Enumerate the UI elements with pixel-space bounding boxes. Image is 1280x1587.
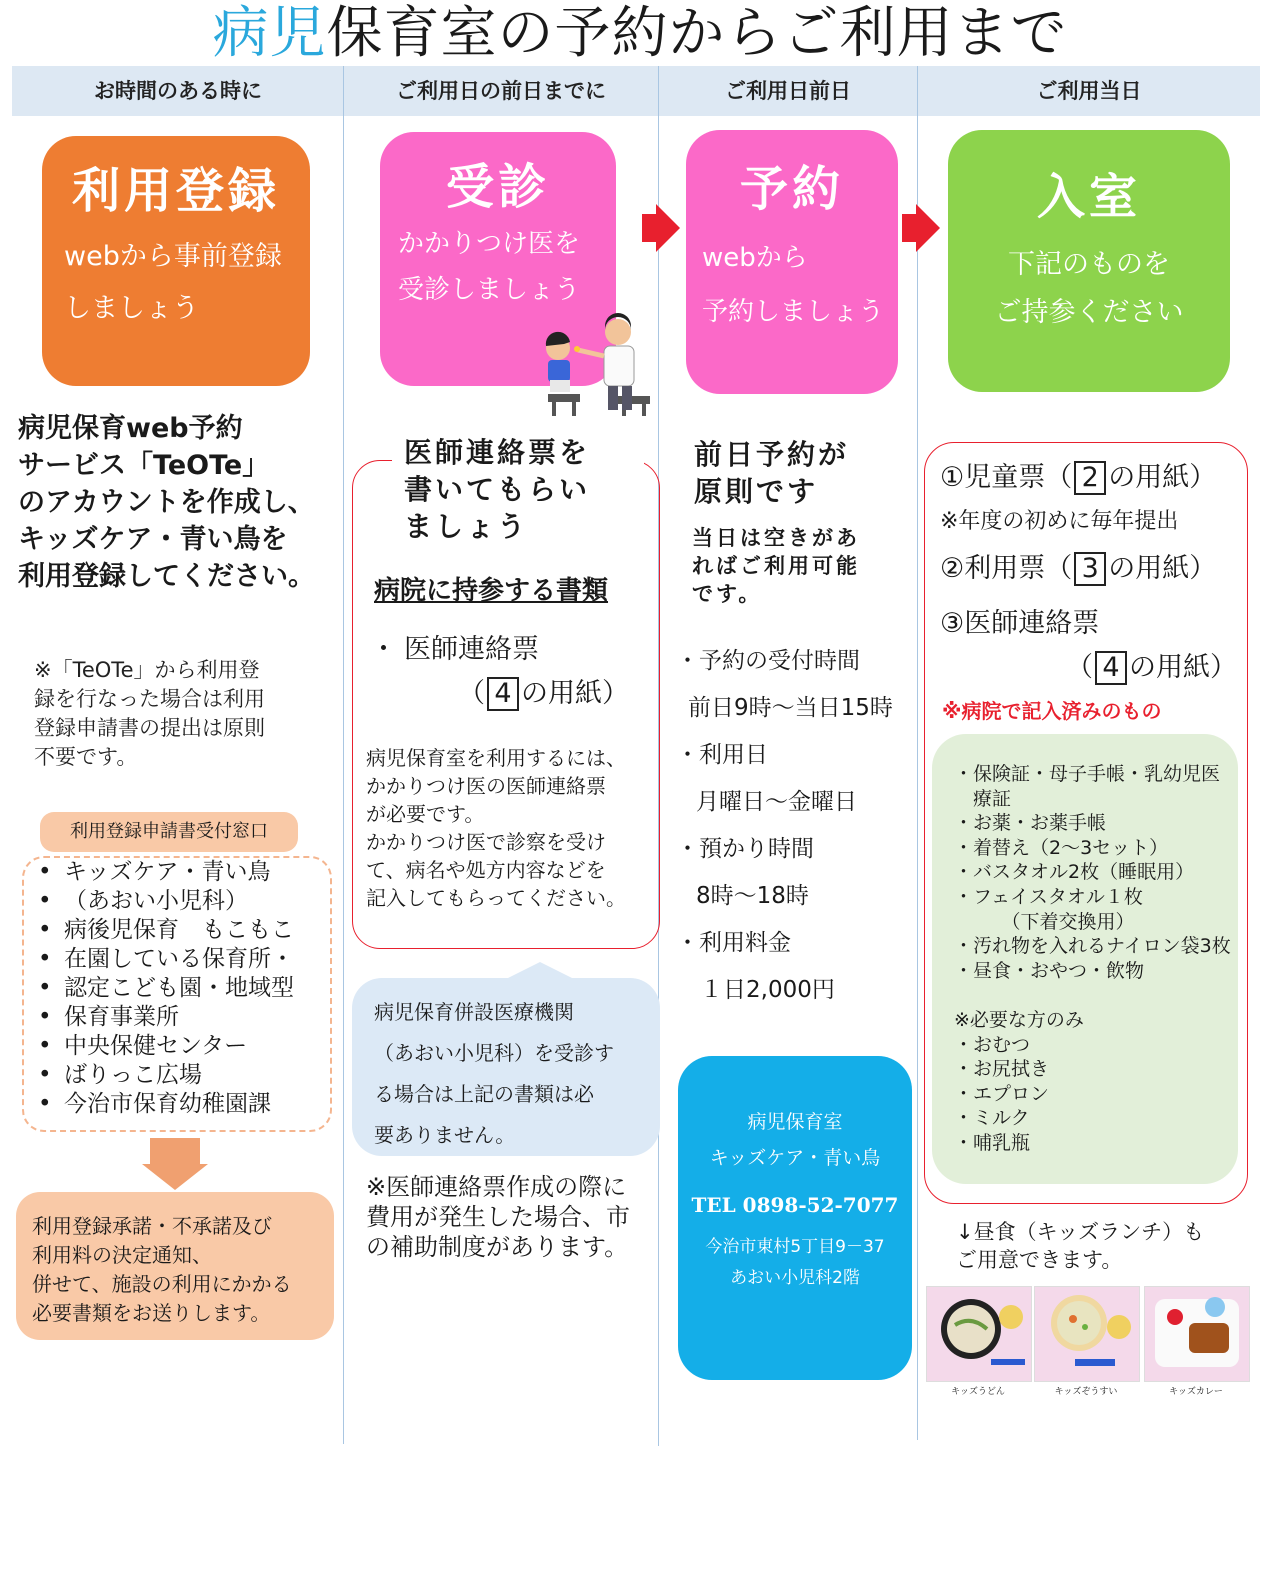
step-entry-sub-line: ご持参ください — [994, 297, 1184, 328]
window-item: • 病後児保育 もこもこ — [34, 916, 334, 945]
belongings-box — [932, 734, 1238, 1184]
step-registration-box — [42, 136, 310, 386]
result-line: 利用登録承諾・不承諾及び — [32, 1214, 272, 1238]
window-item-cont: • 保育事業所 — [34, 1003, 334, 1032]
step-visit-sub-line: 受診しましょう — [398, 275, 581, 305]
step-reservation-sub-line: 予約しましょう — [702, 297, 885, 327]
explain-line: て、病名や処方内容などを — [366, 858, 606, 882]
doc-item: （ 4 の用紙） — [1066, 652, 1237, 683]
food-photo-udon — [926, 1286, 1032, 1382]
note-line: ※「TeOTe」から利用登 — [34, 658, 260, 682]
belonging-item: ・保険証・母子手帳・乳幼児医 — [954, 763, 1221, 785]
doctor-form-explanation — [366, 744, 656, 912]
window-item: • 今治市保育幼稚園課 — [34, 1090, 334, 1119]
entry-documents — [940, 458, 1240, 688]
attached-clinic-box — [352, 978, 660, 1156]
down-arrow-stem — [150, 1138, 200, 1166]
application-window-list — [34, 858, 334, 1119]
step-registration-heading: 利用登録 — [71, 163, 280, 219]
doc-note: ※年度の初めに毎年提出 — [940, 509, 1179, 534]
step-registration-sub-line: しましょう — [64, 293, 199, 324]
step-visit-sub-line: かかりつけ医を — [398, 229, 581, 259]
arrow-stem — [902, 214, 916, 242]
instruction-line: のアカウントを作成し、 — [18, 487, 315, 518]
step-reservation-box — [686, 130, 898, 394]
note-line: 録を行なった場合は利用 — [34, 687, 265, 711]
attached-line: 病児保育併設医療機関 — [374, 1000, 574, 1024]
explain-line: が必要です。 — [366, 802, 485, 826]
doc-item: ②利用票（ 3 の用紙） — [940, 553, 1217, 584]
instruction-line: サービス「TeOTe」 — [18, 450, 270, 481]
food-label: キッズうどん — [951, 1387, 1005, 1397]
bring-item: ・ 医師連絡票 — [370, 634, 539, 665]
contact-phone: TEL 0898-52-7077 — [691, 1193, 899, 1217]
application-window-label: 利用登録申請書受付窓口 — [40, 812, 298, 852]
step-entry-sub-line: 下記のものを — [1008, 249, 1170, 280]
food-label: キッズぞうすい — [1054, 1387, 1118, 1397]
belonging-item: ・着替え（2～3セット） — [954, 836, 1169, 859]
doctor-form-title — [392, 434, 644, 545]
info-label: ・預かり時間 — [676, 836, 814, 862]
belonging-item: ※必要な方のみ — [954, 1008, 1084, 1031]
window-item: • キッズケア・青い鳥 — [34, 858, 334, 887]
result-line: 利用料の決定通知、 — [32, 1243, 212, 1267]
sameday-line: 当日は空きがあ — [692, 526, 860, 550]
step-reservation-sub-line: webから — [702, 243, 808, 273]
belonging-item: ・バスタオル2枚（睡眠用） — [954, 861, 1195, 884]
right-arrow-icon — [656, 204, 680, 252]
contact-address: あおい小児科2階 — [730, 1268, 860, 1288]
sameday-line: ればご利用可能 — [692, 554, 860, 578]
arrow-stem — [642, 214, 656, 242]
bring-documents-title: 病院に持参する書類 — [374, 576, 609, 606]
rule-line: 前日予約が — [694, 438, 850, 471]
result-line: 必要書類をお送りします。 — [32, 1301, 271, 1325]
belonging-item: ・フェイスタオル１枚 — [954, 885, 1143, 908]
food-label: キッズカレー — [1169, 1387, 1223, 1397]
doctor-form-red-note: ※病院で記入済みのもの — [942, 699, 1162, 723]
attached-line: 要ありません。 — [374, 1123, 516, 1147]
sameday-line: です。 — [692, 582, 763, 606]
info-value: 8時～18時 — [696, 883, 809, 909]
contact-name: 病児保育室 — [747, 1111, 843, 1133]
column-header-1: お時間のある時に — [94, 79, 262, 103]
explain-line: 病児保育室を利用するには、 — [366, 746, 626, 770]
paper-number: 2 — [1074, 461, 1106, 495]
belonging-item: ・汚れ物を入れるナイロン袋3枚 — [954, 935, 1231, 958]
info-value: 前日9時～当日15時 — [688, 695, 893, 721]
title-line: 書いてもらい — [404, 473, 591, 506]
reservation-info — [676, 638, 916, 1014]
column-header-2: ご利用日の前日までに — [396, 79, 606, 103]
same-day-note — [692, 524, 860, 608]
subsidy-line: の補助制度があります。 — [366, 1233, 629, 1261]
attached-line: る場合は上記の書類は必 — [374, 1082, 594, 1106]
food-photo-curry — [1144, 1286, 1250, 1382]
instruction-line: 利用登録してください。 — [18, 561, 315, 592]
contact-address: 今治市東村5丁目9－37 — [705, 1237, 885, 1257]
info-label: ・利用日 — [676, 742, 768, 768]
belonging-item: （下着交換用） — [954, 910, 1135, 933]
result-line: 併せて、施設の利用にかかる — [32, 1272, 292, 1296]
window-item-cont: • 認定こども園・地域型 — [34, 974, 334, 1003]
subsidy-line: 費用が発生した場合、市 — [366, 1203, 630, 1231]
contact-name: キッズケア・青い鳥 — [709, 1147, 881, 1169]
column-header-4: ご利用当日 — [1036, 79, 1142, 103]
instruction-line: 病児保育web予約 — [18, 413, 243, 444]
window-item: • ばりっこ広場 — [34, 1061, 334, 1090]
belonging-spacer — [954, 983, 1238, 1008]
info-label: ・利用料金 — [676, 930, 791, 956]
registration-instruction — [18, 410, 348, 595]
explain-line: かかりつけ医の医師連絡票 — [366, 774, 606, 798]
window-item: • （あおい小児科） — [34, 887, 334, 916]
column-header-3: ご利用日前日 — [725, 79, 851, 103]
doc-item: ③医師連絡票 — [940, 608, 1100, 639]
attached-line: （あおい小児科）を受診す — [374, 1041, 614, 1065]
belonging-item: ・昼食・おやつ・飲物 — [954, 959, 1145, 982]
page-title: 病児保育室の予約からご利用まで — [212, 1, 1068, 66]
subsidy-line: ※医師連絡票作成の際に — [366, 1173, 627, 1201]
contact-box — [678, 1056, 912, 1380]
doc-item: ①児童票（ 2 の用紙） — [940, 462, 1217, 493]
food-photo-zosui — [1034, 1286, 1140, 1382]
column-divider — [343, 66, 344, 1444]
paper-number: 4 — [487, 677, 519, 711]
window-item: • 中央保健センター — [34, 1032, 334, 1061]
doctor-examining-child-icon — [534, 312, 654, 420]
lunch-line: ↓昼食（キッズランチ）も — [956, 1220, 1205, 1244]
right-arrow-icon — [916, 204, 940, 252]
registration-note — [34, 656, 334, 772]
info-value: 月曜日～金曜日 — [696, 789, 857, 815]
udon-bowl-icon — [927, 1287, 1031, 1381]
down-arrow-icon — [142, 1164, 208, 1190]
belonging-item: ・お尻拭き — [954, 1058, 1050, 1081]
zosui-bowl-icon — [1035, 1287, 1139, 1381]
step-reservation-heading: 予約 — [739, 161, 844, 217]
instruction-line: キッズケア・青い鳥を — [18, 524, 288, 555]
explain-line: かかりつけ医で診察を受け — [366, 830, 606, 854]
step-entry-box — [948, 130, 1230, 392]
reservation-rule — [694, 436, 849, 510]
title-line: ましょう — [404, 510, 529, 543]
bring-item-paper: （ 4 の用紙） — [458, 678, 629, 709]
curry-plate-icon — [1145, 1287, 1249, 1381]
column-divider — [917, 66, 918, 1440]
note-line: 不要です。 — [34, 745, 138, 769]
belonging-item: ・エプロン — [954, 1082, 1050, 1105]
belonging-item: ・お薬・お薬手帳 — [954, 812, 1107, 835]
belongings-list — [932, 734, 1238, 1156]
step-entry-heading: 入室 — [1036, 169, 1141, 225]
belonging-item: ・おむつ — [954, 1033, 1031, 1056]
window-item: • 在園している保育所・ — [34, 945, 334, 974]
note-line: 登録申請書の提出は原則 — [34, 716, 265, 740]
step-registration-sub-line: webから事前登録 — [64, 241, 282, 272]
paper-number: 4 — [1095, 651, 1127, 685]
lunch-line: ご用意できます。 — [956, 1248, 1123, 1272]
registration-result-box — [16, 1192, 334, 1340]
rule-line: 原則です — [694, 475, 819, 508]
subsidy-note — [366, 1172, 656, 1262]
info-value: １日2,000円 — [700, 977, 835, 1003]
belonging-item: 療証 — [954, 787, 1012, 810]
title-line: 医師連絡票を — [404, 436, 591, 469]
lunch-note — [956, 1218, 1204, 1274]
explain-line: 記入してもらってください。 — [366, 886, 626, 910]
info-label: ・予約の受付時間 — [676, 648, 860, 674]
step-visit-heading: 受診 — [445, 159, 550, 215]
paper-number: 3 — [1074, 552, 1106, 586]
belonging-item: ・ミルク — [954, 1107, 1030, 1130]
belonging-item: ・哺乳瓶 — [954, 1131, 1031, 1154]
